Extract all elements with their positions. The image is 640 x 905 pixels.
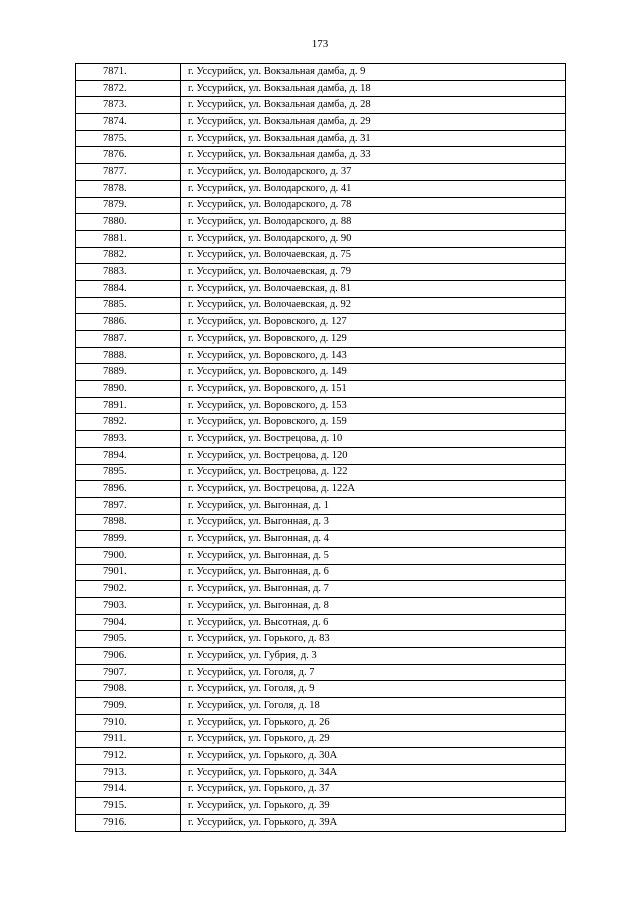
table-row (76, 214, 566, 231)
row-number: 7883. (76, 264, 181, 281)
row-address: г. Уссурийск, ул. Выгонная, д. 4 (181, 531, 566, 548)
row-number: 7890. (76, 381, 181, 398)
table-row (76, 314, 566, 331)
row-number: 7885. (76, 297, 181, 314)
table-row (76, 698, 566, 715)
row-address: г. Уссурийск, ул. Володарского, д. 90 (181, 230, 566, 247)
table-row (76, 614, 566, 631)
table-row (76, 264, 566, 281)
table-row (76, 297, 566, 314)
row-number: 7916. (76, 814, 181, 831)
row-address: г. Уссурийск, ул. Гоголя, д. 7 (181, 664, 566, 681)
row-address: г. Уссурийск, ул. Вострецова, д. 120 (181, 447, 566, 464)
table-row (76, 447, 566, 464)
row-number: 7904. (76, 614, 181, 631)
row-number: 7887. (76, 331, 181, 348)
table-row (76, 414, 566, 431)
row-number: 7894. (76, 447, 181, 464)
table-row (76, 97, 566, 114)
table-row (76, 598, 566, 615)
table-row (76, 247, 566, 264)
row-address: г. Уссурийск, ул. Выгонная, д. 8 (181, 598, 566, 615)
row-address: г. Уссурийск, ул. Горького, д. 39 (181, 798, 566, 815)
row-address: г. Уссурийск, ул. Воровского, д. 149 (181, 364, 566, 381)
row-number: 7897. (76, 497, 181, 514)
row-address: г. Уссурийск, ул. Выгонная, д. 7 (181, 581, 566, 598)
row-address: г. Уссурийск, ул. Горького, д. 83 (181, 631, 566, 648)
row-number: 7905. (76, 631, 181, 648)
table-row (76, 781, 566, 798)
table-row (76, 731, 566, 748)
table-row (76, 581, 566, 598)
address-table (75, 63, 566, 832)
row-number: 7874. (76, 114, 181, 131)
row-address: г. Уссурийск, ул. Володарского, д. 41 (181, 180, 566, 197)
row-number: 7876. (76, 147, 181, 164)
row-address: г. Уссурийск, ул. Горького, д. 26 (181, 714, 566, 731)
row-address: г. Уссурийск, ул. Гоголя, д. 18 (181, 698, 566, 715)
row-address: г. Уссурийск, ул. Волочаевская, д. 92 (181, 297, 566, 314)
row-number: 7900. (76, 547, 181, 564)
row-address: г. Уссурийск, ул. Гоголя, д. 9 (181, 681, 566, 698)
row-number: 7910. (76, 714, 181, 731)
table-row (76, 147, 566, 164)
address-table-body (76, 64, 566, 832)
row-address: г. Уссурийск, ул. Выгонная, д. 1 (181, 497, 566, 514)
row-number: 7898. (76, 514, 181, 531)
row-address: г. Уссурийск, ул. Володарского, д. 78 (181, 197, 566, 214)
row-address: г. Уссурийск, ул. Горького, д. 34А (181, 764, 566, 781)
row-address: г. Уссурийск, ул. Губрия, д. 3 (181, 648, 566, 665)
table-row (76, 631, 566, 648)
row-address: г. Уссурийск, ул. Горького, д. 37 (181, 781, 566, 798)
row-number: 7875. (76, 130, 181, 147)
table-row (76, 230, 566, 247)
row-number: 7913. (76, 764, 181, 781)
table-row (76, 164, 566, 181)
table-row (76, 347, 566, 364)
row-address: г. Уссурийск, ул. Горького, д. 30А (181, 748, 566, 765)
row-address: г. Уссурийск, ул. Вострецова, д. 122 (181, 464, 566, 481)
row-number: 7882. (76, 247, 181, 264)
row-number: 7909. (76, 698, 181, 715)
row-number: 7877. (76, 164, 181, 181)
table-row (76, 381, 566, 398)
row-number: 7914. (76, 781, 181, 798)
table-row (76, 397, 566, 414)
table-row (76, 130, 566, 147)
row-address: г. Уссурийск, ул. Вокзальная дамба, д. 28 (181, 97, 566, 114)
row-number: 7880. (76, 214, 181, 231)
table-row (76, 814, 566, 831)
row-address: г. Уссурийск, ул. Воровского, д. 159 (181, 414, 566, 431)
row-number: 7878. (76, 180, 181, 197)
row-number: 7896. (76, 481, 181, 498)
table-row (76, 748, 566, 765)
row-number: 7881. (76, 230, 181, 247)
row-address: г. Уссурийск, ул. Волочаевская, д. 79 (181, 264, 566, 281)
row-address: г. Уссурийск, ул. Вострецова, д. 10 (181, 431, 566, 448)
row-number: 7879. (76, 197, 181, 214)
row-address: г. Уссурийск, ул. Выгонная, д. 3 (181, 514, 566, 531)
row-number: 7907. (76, 664, 181, 681)
table-row (76, 514, 566, 531)
table-row (76, 80, 566, 97)
row-address: г. Уссурийск, ул. Вокзальная дамба, д. 33 (181, 147, 566, 164)
row-address: г. Уссурийск, ул. Воровского, д. 129 (181, 331, 566, 348)
table-row (76, 431, 566, 448)
row-number: 7911. (76, 731, 181, 748)
row-address: г. Уссурийск, ул. Воровского, д. 143 (181, 347, 566, 364)
table-row (76, 714, 566, 731)
row-address: г. Уссурийск, ул. Воровского, д. 127 (181, 314, 566, 331)
row-address: г. Уссурийск, ул. Выгонная, д. 5 (181, 547, 566, 564)
table-row (76, 564, 566, 581)
row-number: 7912. (76, 748, 181, 765)
row-address: г. Уссурийск, ул. Высотная, д. 6 (181, 614, 566, 631)
table-row (76, 180, 566, 197)
row-number: 7906. (76, 648, 181, 665)
row-address: г. Уссурийск, ул. Володарского, д. 88 (181, 214, 566, 231)
row-address: г. Уссурийск, ул. Вокзальная дамба, д. 31 (181, 130, 566, 147)
table-row (76, 64, 566, 81)
row-address: г. Уссурийск, ул. Волочаевская, д. 75 (181, 247, 566, 264)
row-number: 7908. (76, 681, 181, 698)
table-row (76, 197, 566, 214)
row-address: г. Уссурийск, ул. Володарского, д. 37 (181, 164, 566, 181)
table-row (76, 497, 566, 514)
table-row (76, 648, 566, 665)
row-number: 7895. (76, 464, 181, 481)
row-number: 7892. (76, 414, 181, 431)
table-row (76, 114, 566, 131)
row-number: 7873. (76, 97, 181, 114)
row-address: г. Уссурийск, ул. Выгонная, д. 6 (181, 564, 566, 581)
row-address: г. Уссурийск, ул. Вострецова, д. 122А (181, 481, 566, 498)
row-number: 7872. (76, 80, 181, 97)
row-number: 7891. (76, 397, 181, 414)
row-number: 7902. (76, 581, 181, 598)
table-row (76, 280, 566, 297)
page-number: 173 (311, 38, 329, 50)
row-number: 7871. (76, 64, 181, 81)
row-number: 7884. (76, 280, 181, 297)
row-number: 7886. (76, 314, 181, 331)
row-address: г. Уссурийск, ул. Воровского, д. 151 (181, 381, 566, 398)
row-address: г. Уссурийск, ул. Вокзальная дамба, д. 29 (181, 114, 566, 131)
table-row (76, 664, 566, 681)
row-number: 7901. (76, 564, 181, 581)
row-number: 7915. (76, 798, 181, 815)
row-address: г. Уссурийск, ул. Волочаевская, д. 81 (181, 280, 566, 297)
row-address: г. Уссурийск, ул. Вокзальная дамба, д. 9 (181, 64, 566, 81)
row-address: г. Уссурийск, ул. Горького, д. 39А (181, 814, 566, 831)
table-row (76, 481, 566, 498)
row-number: 7899. (76, 531, 181, 548)
table-row (76, 798, 566, 815)
table-row (76, 364, 566, 381)
row-number: 7903. (76, 598, 181, 615)
table-row (76, 531, 566, 548)
row-address: г. Уссурийск, ул. Воровского, д. 153 (181, 397, 566, 414)
row-address: г. Уссурийск, ул. Горького, д. 29 (181, 731, 566, 748)
row-number: 7888. (76, 347, 181, 364)
table-row (76, 464, 566, 481)
row-number: 7893. (76, 431, 181, 448)
table-row (76, 547, 566, 564)
table-row (76, 764, 566, 781)
table-row (76, 331, 566, 348)
row-address: г. Уссурийск, ул. Вокзальная дамба, д. 18 (181, 80, 566, 97)
table-row (76, 681, 566, 698)
row-number: 7889. (76, 364, 181, 381)
